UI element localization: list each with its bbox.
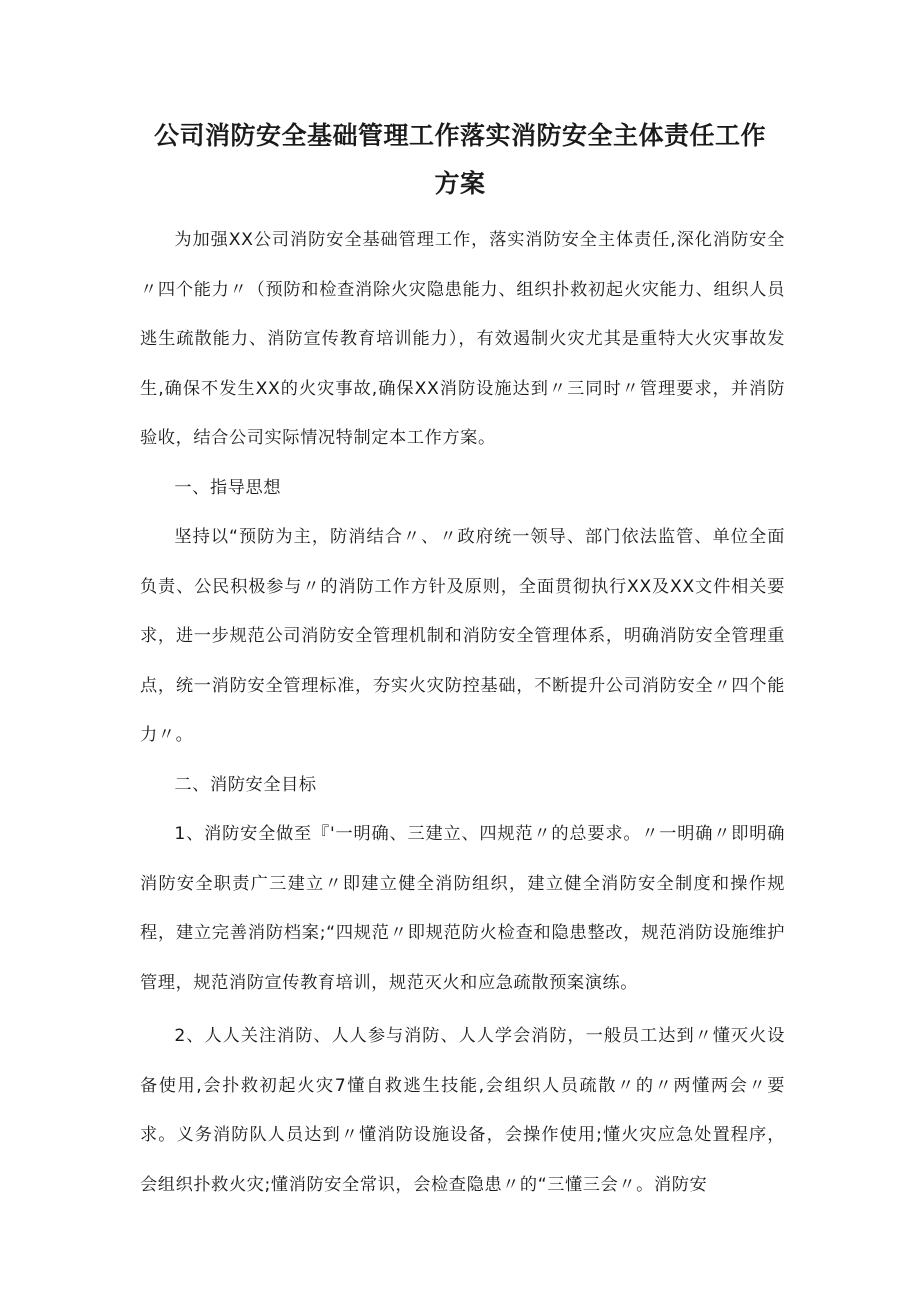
safety-goal-item-2: 2、人人关注消防、人人参与消防、人人学会消防，一般员工达到〃懂灭火设备使用,会扑救初起火灾7懂自救逃生技能,会组织人员疏散〃的〃两懂两会〃要求。义务消防队人员达到〃懂消防设施设备，会操作使用;懂火灾应急处置程序，会组织扑救火灾;懂消防安全常识，会检查隐患〃的“三懂三会〃。消防安 <box>140 1026 785 1195</box>
safety-goal-item-1: 1、消防安全做至『'一明确、三建立、四规范〃的总要求。〃一明确〃即明确消防安全职责广三建立〃即建立健全消防组织，建立健全消防安全制度和操作规程，建立完善消防档案;“四规范〃即规范防火检查和隐患整改，规范消防设施维护管理，规范消防宣传教育培训，规范灭火和应急疏散预案演练。 <box>140 824 785 993</box>
document-title-line-2: 方案 <box>434 169 486 198</box>
section-heading-safety-goals: 二、消防安全目标 <box>174 774 317 795</box>
section-heading-guiding-ideology: 一、指导思想 <box>174 477 282 498</box>
document-title-line-1: 公司消防安全基础管理工作落实消防安全主体责任工作 <box>153 121 766 150</box>
document-body <box>140 216 785 1210</box>
intro-paragraph: 为加强XX公司消防安全基础管理工作，落实消防安全主体责任,深化消防安全〃四个能力〃（预防和检查消除火灾隐患能力、组织扑救初起火灾能力、组织人员逃生疏散能力、消防宣传教育培训能力），有效遏制火灾尤其是重特大火灾事故发生,确保不发生XX的火灾事故,确保XX消防设施达到〃三同时〃管理要求，并消防验收，结合公司实际情况特制定本工作方案。 <box>140 230 785 448</box>
guiding-ideology-paragraph: 坚持以“预防为主，防消结合〃、〃政府统一领导、部门依法监管、单位全面负责、公民积极参与〃的消防工作方针及原则，全面贯彻执行XX及XX文件相关要求，进一步规范公司消防安全管理机制和消防安全管理体系，明确消防安全管理重点，统一消防安全管理标准，夯实火灾防控基础，不断提升公司消防安全〃四个能力〃。 <box>140 527 785 745</box>
